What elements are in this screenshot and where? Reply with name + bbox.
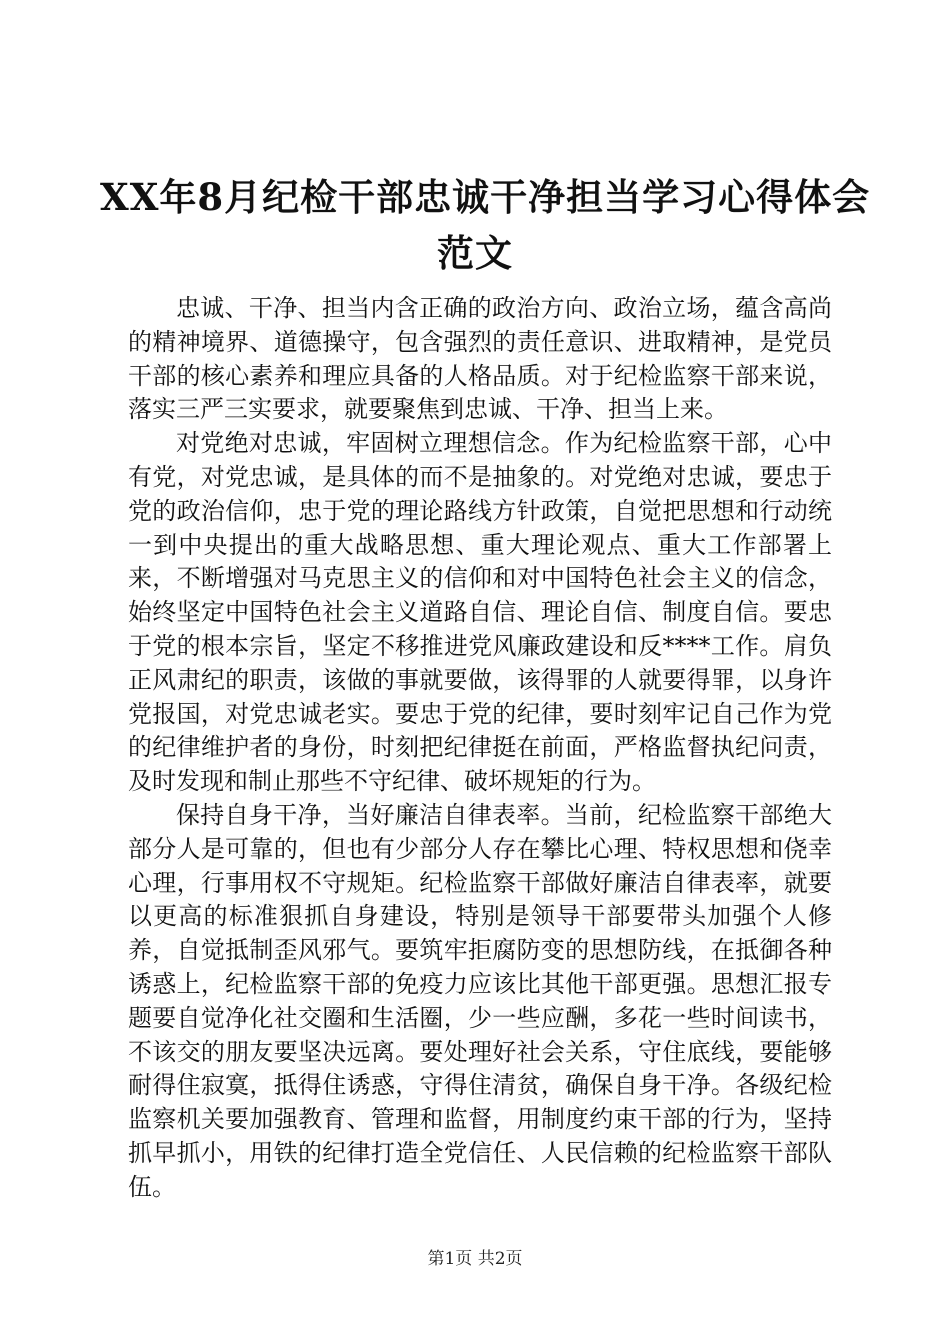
page-footer: 第1页 共2页 <box>427 1249 523 1269</box>
document-title-line-1: XX年8月纪检干部忠诚干净担当学习心得体会 <box>100 175 871 219</box>
document-title-line-2: 范文 <box>437 231 513 275</box>
paragraph-1: 忠诚、干净、担当内含正确的政治方向、政治立场，蕴含高尚的精神境界、道德操守，包含强烈的责任意识、进取精神，是党员干部的核心素养和理应具备的人格品质。对于纪检监察干部来说，落实三严三实要求，就要聚焦到忠诚、干净、担当上来。 <box>128 294 832 424</box>
paragraph-3: 保持自身干净，当好廉洁自律表率。当前，纪检监察干部绝大部分人是可靠的，但也有少部分人存在攀比心理、特权思想和侥幸心理，行事用权不守规矩。纪检监察干部做好廉洁自律表率，就要以更高的标准狠抓自身建设，特别是领导干部要带头加强个人修养，自觉抵制歪风邪气。要筑牢拒腐防变的思想防线，在抵御各种诱惑上，纪检监察干部的免疫力应该比其他干部更强。思想汇报专题要自觉净化社交圈和生活圈，少一些应酬，多花一些时间读书，不该交的朋友要坚决远离。要处理好社会关系，守住底线，要能够耐得住寂寞，抵得住诱惑，守得住清贫，确保自身干净。各级纪检监察机关要加强教育、管理和监督，用制度约束干部的行为，坚持抓早抓小，用铁的纪律打造全党信任、人民信赖的纪检监察干部队伍。 <box>128 800 832 1201</box>
document-body <box>128 292 832 1205</box>
paragraph-2: 对党绝对忠诚，牢固树立理想信念。作为纪检监察干部，心中有党，对党忠诚，是具体的而不是抽象的。对党绝对忠诚，要忠于党的政治信仰，忠于党的理论路线方针政策，自觉把思想和行动统一到中央提出的重大战略思想、重大理论观点、重大工作部署上来，不断增强对马克思主义的信仰和对中国特色社会主义的信念，始终坚定中国特色社会主义道路自信、理论自信、制度自信。要忠于党的根本宗旨，坚定不移推进党风廉政建设和反****工作。肩负正风肃纪的职责，该做的事就要做，该得罪的人就要得罪，以身许党报国，对党忠诚老实。要忠于党的纪律，要时刻牢记自己作为党的纪律维护者的身份，时刻把纪律挺在前面，严格监督执纪问责，及时发现和制止那些不守纪律、破坏规矩的行为。 <box>128 429 832 796</box>
